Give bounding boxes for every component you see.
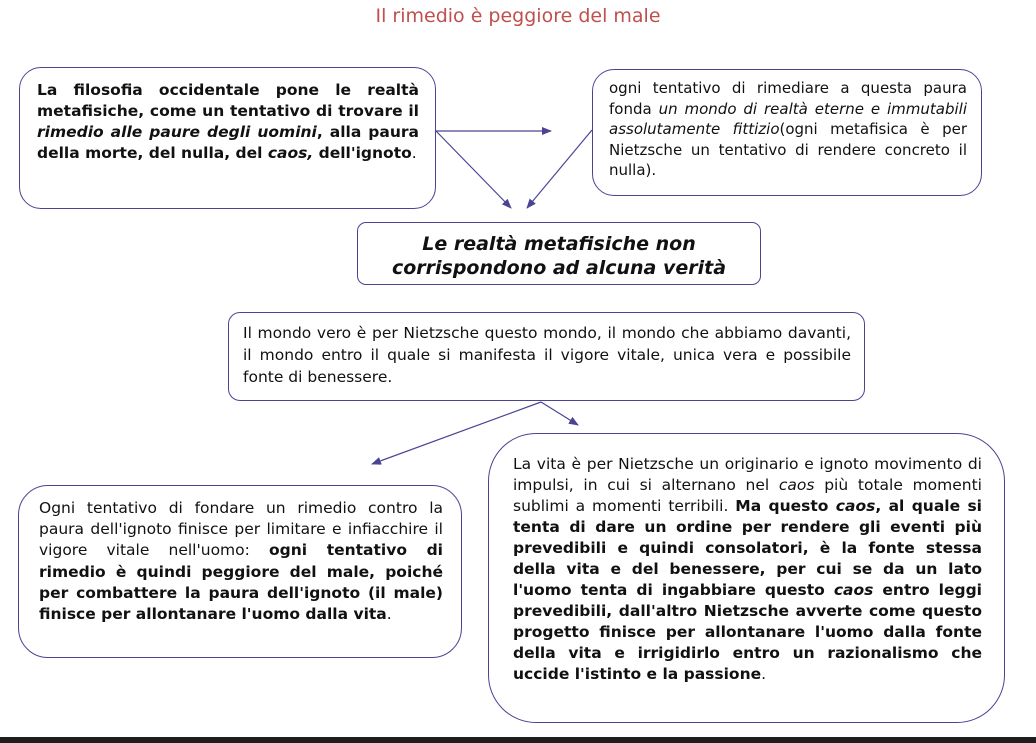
box5-text-1: Ogni tentativo di fondare un rimedio contro la paura dell'ignoto finisce per limitare e infiacchire il vigore vitale nell'uomo: [39,499,443,560]
box1-text-end: . [411,144,417,162]
box1-text-3: , alla paura della morte, del nulla, del [37,123,419,162]
box5-text-end: . [386,605,392,624]
arrow-box2-to-box3 [527,130,592,208]
box4-text-end: . [387,368,393,386]
bottom-bar [0,737,1036,743]
box2-text-fictitious-world: un mondo di realtà eterne e immutabili assolutamente fittizio [609,99,967,139]
box-occidental-philosophy [19,67,436,209]
box1-text-1: La filosofia occidentale pone le realtà metafisiche, come un tentativo di trovare il [37,81,419,120]
box3-line-2: corrispondono ad alcuna verità [391,257,727,279]
box6-text-chaos-2: caos [835,497,876,515]
box6-text-8: entro leggi prevedibili, dall'altro Nietzsche avverte come questo progetto finisce per allontanare l'uomo dalla fonte della vita e irrigidirlo entro un razionalismo che uccide l'istinto e la passione [513,581,982,683]
box-metaphysics-no-truth [357,222,761,285]
box-remedy-attempt [592,69,982,196]
box2-text-3: (ogni metafisica è per Nietzsche un tentativo di rendere concreto il nulla). [609,120,967,180]
box6-text-1: La vita è per Nietzsche un originario e ignoto movimento di impulsi, in cui si alternano nel [513,455,982,494]
arrow-box1-to-box3 [436,131,511,208]
arrow-box4-to-box6 [541,402,578,425]
box6-text-4: Ma questo [735,497,836,515]
box4-text: Il mondo vero è per Nietzsche questo mondo, il mondo che abbiamo davanti, il mondo entro il quale si manifesta il vigore vitale, unica vera e possibile fonte di benessere [243,324,851,386]
box6-text-end: . [761,665,767,683]
box6-text-6: , al quale si tenta di dare un ordine per rendere gli eventi più prevedibili e quindi consolatori, è la fonte stessa della vita e del benessere, per cui se da un lato l'uomo tenta di ingabbiare questo [513,497,982,599]
box1-text-chaos: caos, [267,144,314,162]
box5-text-bold: ogni tentativo di rimedio è quindi peggiore del male, poiché per combattere la paura dell'ignoto (il male) finisce per allontanare l'uomo dalla vita [39,541,443,624]
box6-text-chaos-1: caos [778,476,815,494]
box6-text-3: più totale momenti sublimi a momenti terribili. [513,476,982,515]
box2-text-1: ogni tentativo di rimediare a questa paura fonda [609,79,967,118]
box1-text-remedy: rimedio alle paure degli uomini [37,123,317,141]
box-life-chaos [488,433,1005,723]
box6-text-chaos-3: caos [833,581,874,599]
diagram-title: Il rimedio è peggiore del male [375,5,661,27]
box3-line-1: Le realtà metafisiche non [422,233,696,255]
box-true-world [228,312,865,401]
box1-text-5: dell'ignoto [313,144,412,162]
box-remedy-worse-than-evil [18,485,462,658]
